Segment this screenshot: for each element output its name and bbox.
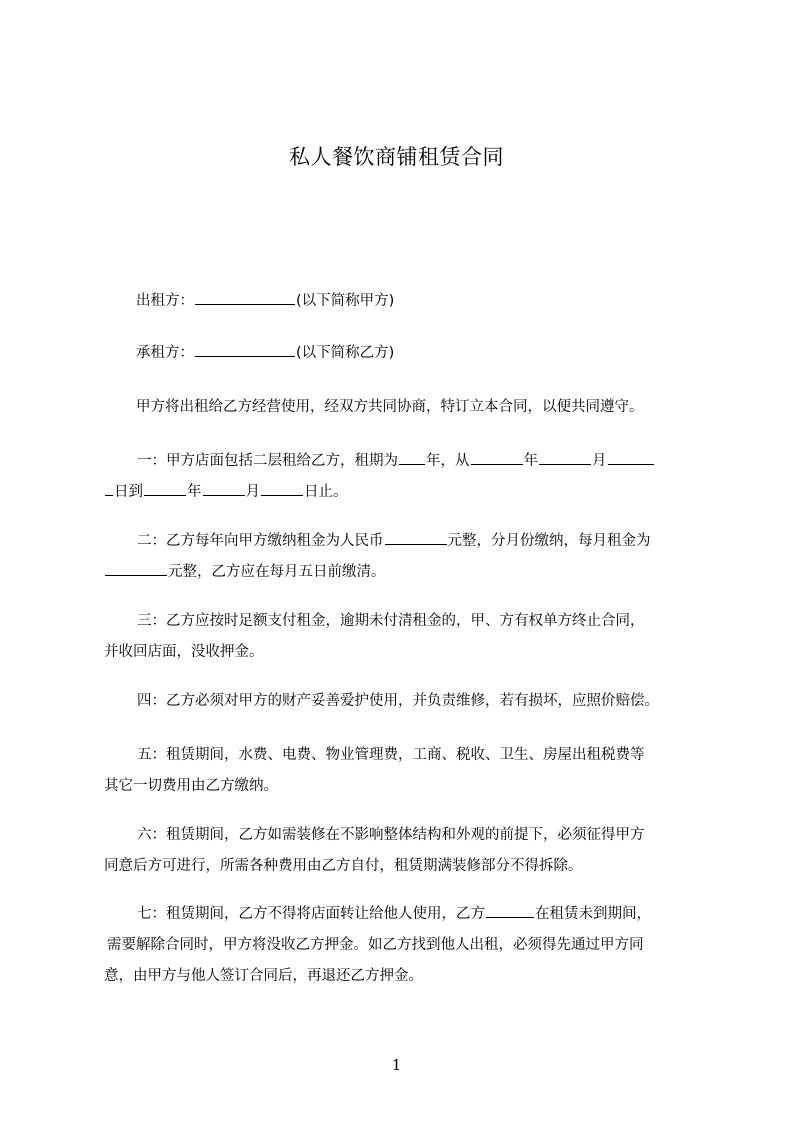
start-month-blank	[539, 450, 591, 465]
clause-1	[104, 446, 704, 508]
intro-text: 甲方将出租给乙方经营使用，经双方共同协商，特订立本合同，以便共同遵守。	[136, 399, 644, 415]
clause-7	[104, 899, 704, 992]
lessor-line	[136, 286, 736, 317]
lessor-suffix: (以下简称甲方)	[296, 293, 395, 309]
clause-4	[104, 686, 704, 717]
lessee-line	[136, 338, 736, 369]
end-month-blank	[203, 481, 245, 496]
clause-1-text: 年，从	[426, 453, 470, 469]
start-year-blank	[471, 450, 523, 465]
page-number: 1	[391, 1056, 402, 1074]
clause-6-line-2: 同意后方可进行，所需各种费用由乙方自付，租赁期满装修部分不得拆除。	[104, 858, 583, 874]
clause-7-line-3: 意，由甲方与他人签订合同后，再退还乙方押金。	[104, 968, 423, 984]
lessor-label: 出租方：	[136, 293, 194, 309]
lessee-label: 承租方：	[136, 345, 194, 361]
clause-2-text: 元整，分月份缴纳，每月租金为	[447, 533, 651, 549]
clause-7-text: 在租赁未到期间，	[535, 906, 651, 922]
lessee-party-blank	[486, 903, 534, 918]
clause-3-line-2: 并收回店面，没收押金。	[104, 644, 264, 660]
start-day-blank-cont	[105, 481, 113, 496]
monthly-rent-blank	[105, 561, 167, 576]
end-day-blank	[261, 481, 303, 496]
clause-2-text: 二：乙方每年向甲方缴纳租金为人民币	[137, 533, 384, 549]
clause-1-text: 年	[187, 484, 202, 500]
intro-paragraph	[136, 392, 736, 423]
clause-3-line-1: 三：乙方应按时足额支付租金，逾期未付清租金的，甲、方有权单方终止合同，	[137, 613, 645, 629]
annual-rent-blank	[385, 530, 447, 545]
clause-7-line-2: 需要解除合同时，甲方将没收乙方押金。如乙方找到他人出租，必须得先通过甲方同	[107, 937, 644, 953]
lease-years-blank	[399, 450, 425, 465]
clause-3	[104, 606, 704, 668]
clause-1-text: 年	[523, 453, 538, 469]
lessee-name-blank	[195, 342, 295, 357]
clause-7-text: 七：租赁期间，乙方不得将店面转让给他人使用，乙方	[137, 906, 485, 922]
start-day-blank	[608, 450, 654, 465]
document-title: 私人餐饮商铺租赁合同	[289, 145, 504, 169]
clause-6	[104, 820, 704, 882]
clause-5-line-1: 五：租赁期间，水费、电费、物业管理费，工商、税收、卫生、房屋出租税费等	[137, 747, 645, 763]
clause-2	[104, 526, 704, 588]
clause-2-text: 元整，乙方应在每月五日前缴清。	[168, 564, 386, 580]
clause-5-line-2: 其它一切费用由乙方缴纳。	[104, 778, 278, 794]
clause-1-text: 日止。	[304, 484, 348, 500]
clause-1-text: 月	[592, 453, 607, 469]
clause-1-text: 日到	[114, 484, 143, 500]
lessor-name-blank	[195, 290, 295, 305]
end-year-blank	[144, 481, 186, 496]
lessee-suffix: (以下简称乙方)	[296, 345, 395, 361]
clause-5	[104, 740, 704, 802]
clause-6-line-1: 六：租赁期间，乙方如需装修在不影响整体结构和外观的前提下，必须征得甲方	[137, 827, 645, 843]
clause-1-text: 一：甲方店面包括二层租给乙方，租期为	[137, 453, 398, 469]
clause-4-line-1: 四：乙方必须对甲方的财产妥善爱护使用，并负责维修，若有损坏，应照价赔偿。	[137, 693, 659, 709]
clause-1-text: 月	[245, 484, 260, 500]
